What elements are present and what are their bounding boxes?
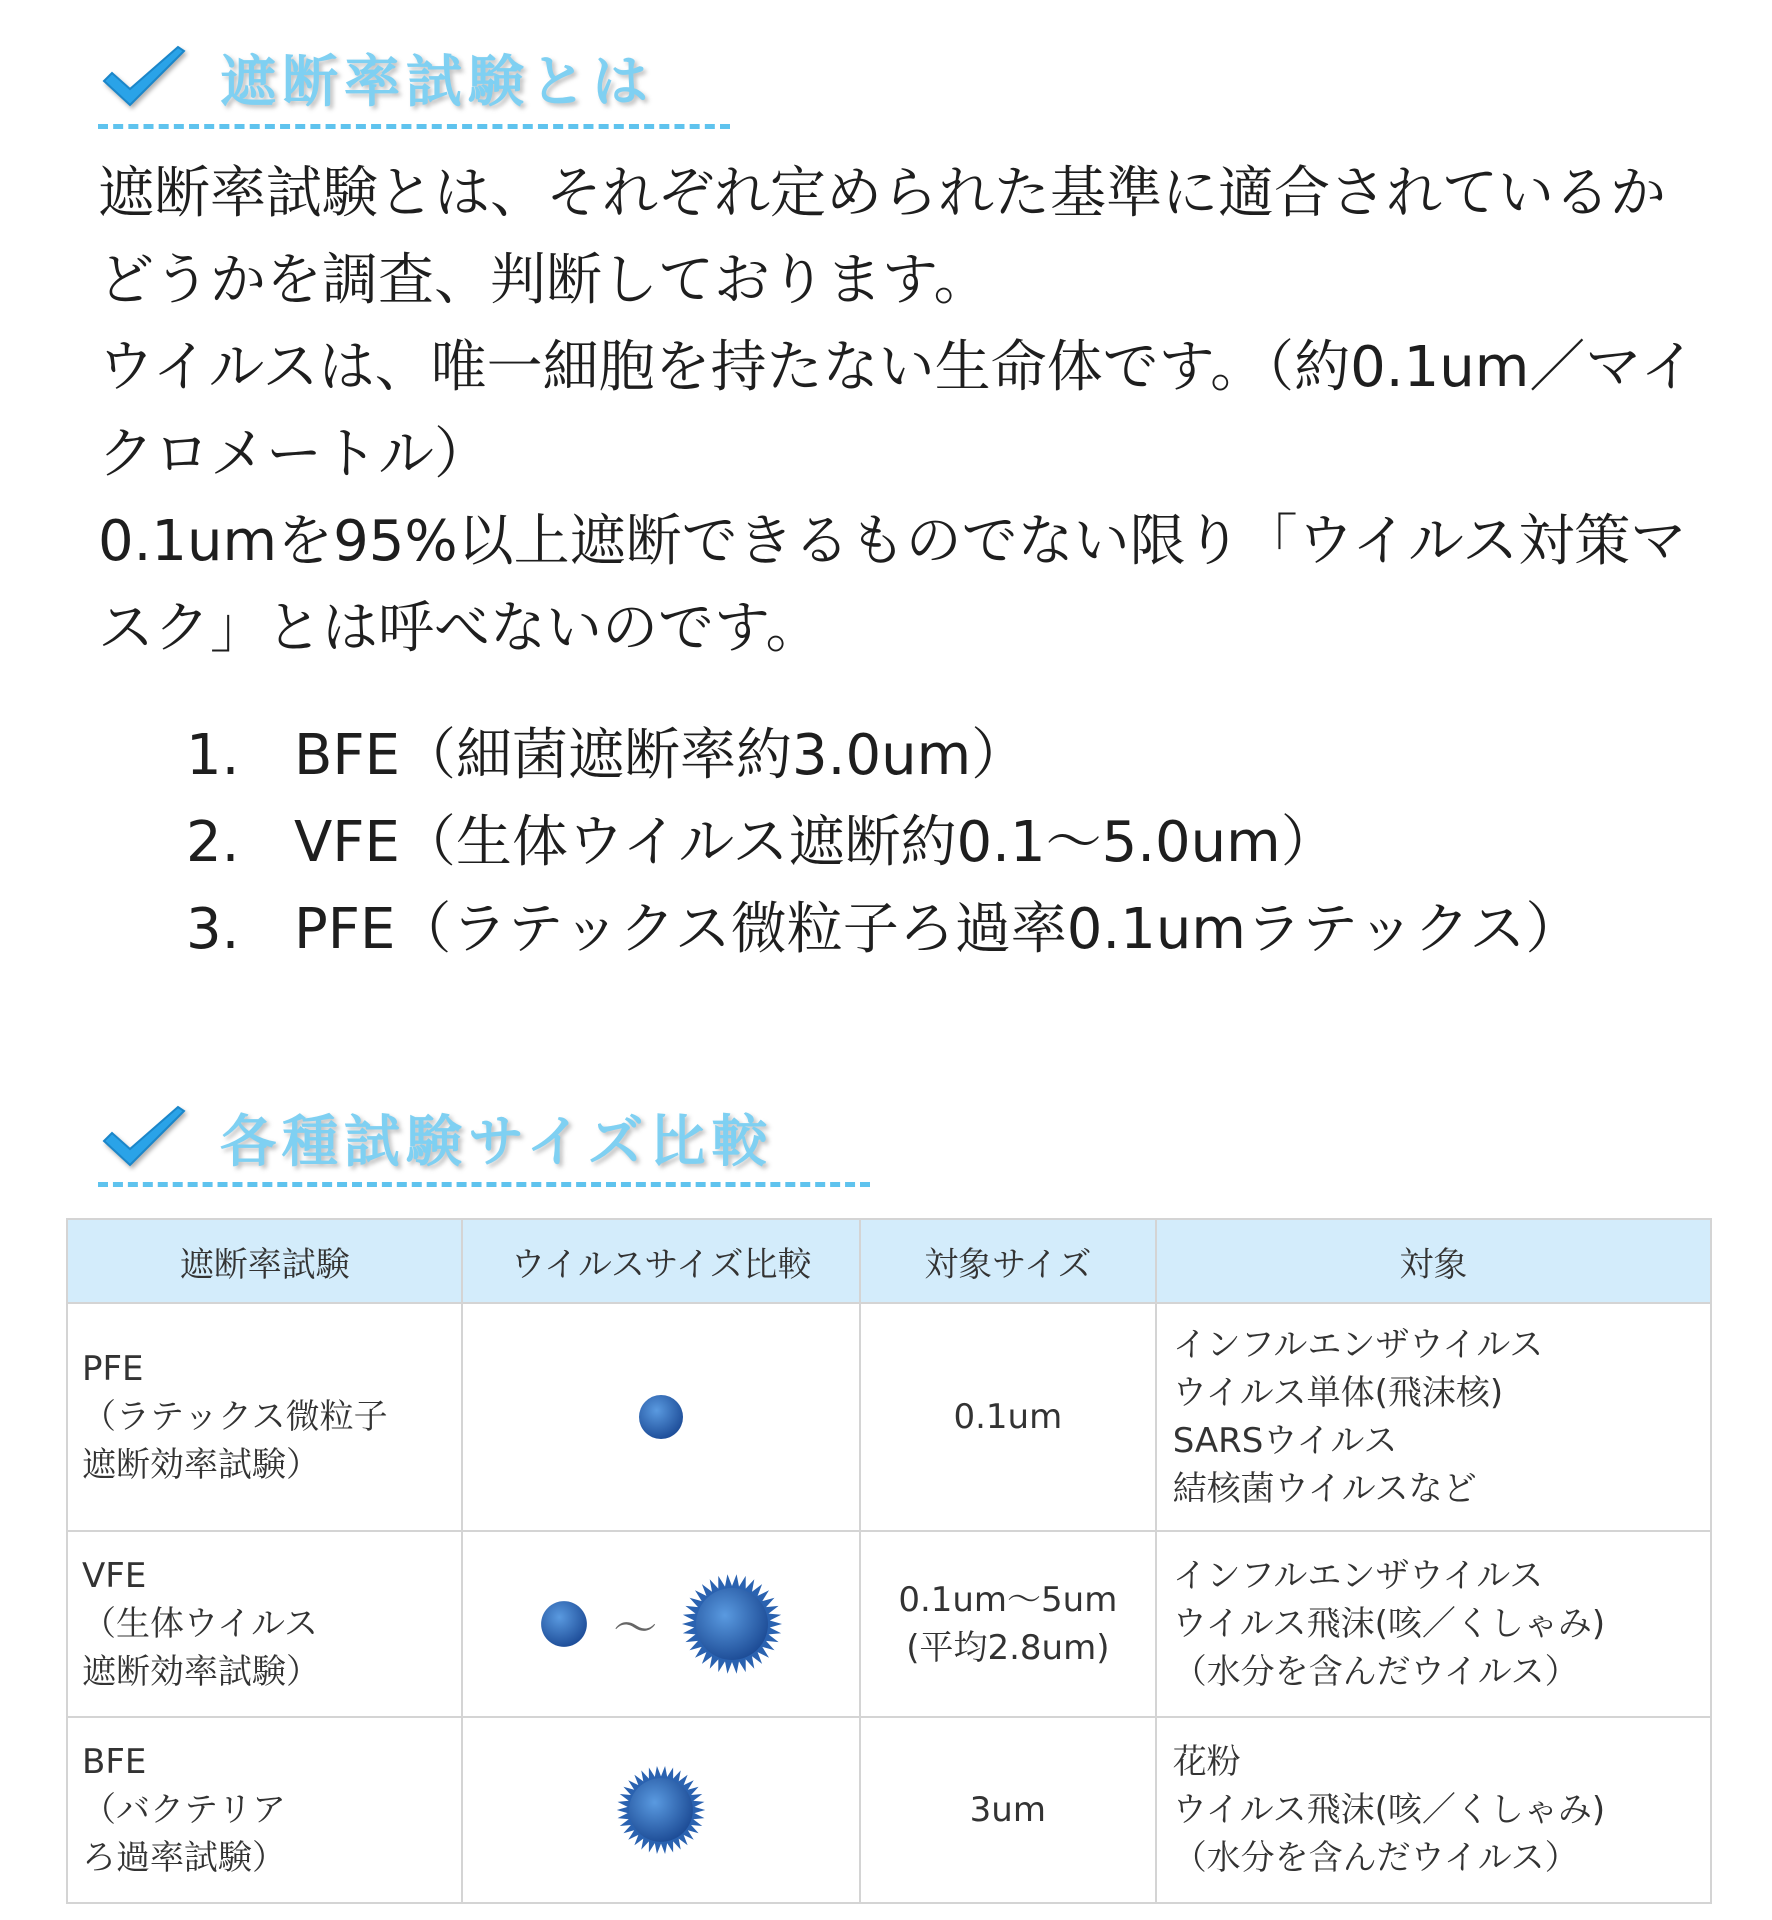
range-tilde: ～ bbox=[613, 1603, 658, 1654]
small-virus-icon bbox=[538, 1598, 590, 1650]
list-number: 1. bbox=[186, 723, 240, 788]
target-item: インフルエンザウイルス bbox=[1172, 1325, 1544, 1365]
test-code: BFE bbox=[82, 1742, 147, 1782]
target-size-cell bbox=[860, 1531, 1156, 1717]
test-desc: （バクテリア bbox=[82, 1790, 286, 1830]
column-header: 遮断率試験 bbox=[67, 1219, 462, 1303]
list-item bbox=[186, 799, 1646, 886]
large-virus-icon bbox=[680, 1572, 784, 1676]
intro-line: 0.1umを95%以上遮断できるものでない限り「ウイルス対策マスク」とは呼べないのです。 bbox=[98, 509, 1687, 661]
target-item: ウイルス単体(飛沫核) bbox=[1172, 1373, 1504, 1413]
virus-size-cell bbox=[462, 1303, 860, 1531]
virus-size-cell bbox=[462, 1717, 860, 1903]
comparison-table bbox=[66, 1218, 1712, 1904]
intro-paragraph bbox=[98, 150, 1698, 672]
test-code: VFE bbox=[82, 1556, 147, 1596]
target-item: ウイルス飛沫(咳／くしゃみ) bbox=[1172, 1790, 1606, 1830]
target-size-cell bbox=[860, 1303, 1156, 1531]
size-value: 0.1um～5um bbox=[898, 1580, 1118, 1620]
heading-text: 遮断率試験とは bbox=[220, 50, 654, 115]
target-item: インフルエンザウイルス bbox=[1172, 1556, 1544, 1596]
table-row bbox=[67, 1717, 1711, 1903]
list-text: VFE（生体ウイルス遮断約0.1～5.0um） bbox=[294, 810, 1337, 875]
test-desc: 遮断効率試験） bbox=[82, 1652, 320, 1692]
target-size-cell bbox=[860, 1717, 1156, 1903]
heading-text: 各種試験サイズ比較 bbox=[220, 1110, 774, 1175]
target-item: ウイルス飛沫(咳／くしゃみ) bbox=[1172, 1604, 1606, 1644]
target-item: 花粉 bbox=[1172, 1742, 1241, 1782]
targets-cell bbox=[1156, 1303, 1711, 1531]
small-virus-icon bbox=[636, 1392, 686, 1442]
section-heading-comparison bbox=[98, 1098, 774, 1178]
test-desc: 遮断効率試験） bbox=[82, 1445, 320, 1485]
targets-cell bbox=[1156, 1531, 1711, 1717]
section-heading-intro bbox=[98, 38, 654, 118]
test-desc: （ラテックス微粒子 bbox=[82, 1397, 388, 1437]
target-item: SARSウイルス bbox=[1172, 1421, 1398, 1461]
targets-cell bbox=[1156, 1717, 1711, 1903]
table-row bbox=[67, 1303, 1711, 1531]
checkmark-icon bbox=[98, 1103, 190, 1173]
test-desc: ろ過率試験） bbox=[82, 1838, 286, 1878]
target-item: （水分を含んだウイルス） bbox=[1172, 1838, 1579, 1878]
column-header: 対象サイズ bbox=[860, 1219, 1156, 1303]
table-row bbox=[67, 1531, 1711, 1717]
test-name-cell bbox=[67, 1531, 462, 1717]
test-code: PFE bbox=[82, 1349, 144, 1389]
column-header: 対象 bbox=[1156, 1219, 1711, 1303]
size-average: (平均2.8um) bbox=[906, 1628, 1110, 1668]
list-text: BFE（細菌遮断率約3.0um） bbox=[294, 723, 1028, 788]
virus-body bbox=[696, 1588, 768, 1660]
intro-line: 遮断率試験とは、それぞれ定められた基準に適合されているかどうかを調査、判断しております。 bbox=[98, 161, 1666, 313]
column-header: ウイルスサイズ比較 bbox=[462, 1219, 860, 1303]
size-value: 0.1um bbox=[953, 1397, 1063, 1437]
target-item: （水分を含んだウイルス） bbox=[1172, 1652, 1579, 1692]
list-text: PFE（ラテックス微粒子ろ過率0.1umラテックス） bbox=[294, 897, 1582, 962]
virus-size-cell bbox=[462, 1531, 860, 1717]
table-header-row bbox=[67, 1219, 1711, 1303]
list-number: 2. bbox=[186, 810, 240, 875]
dashed-divider bbox=[98, 124, 730, 129]
test-list bbox=[186, 712, 1646, 973]
target-item: 結核菌ウイルスなど bbox=[1172, 1469, 1477, 1509]
test-name-cell bbox=[67, 1717, 462, 1903]
virus-body bbox=[629, 1778, 693, 1842]
test-name-cell bbox=[67, 1303, 462, 1531]
list-item bbox=[186, 712, 1646, 799]
bacteria-icon bbox=[615, 1764, 707, 1856]
dashed-divider bbox=[98, 1182, 870, 1187]
size-value: 3um bbox=[969, 1790, 1046, 1830]
intro-line: ウイルスは、唯一細胞を持たない生命体です。（約0.1um／マイクロメートル） bbox=[98, 335, 1697, 487]
test-desc: （生体ウイルス bbox=[82, 1604, 318, 1644]
checkmark-icon bbox=[98, 43, 190, 113]
list-number: 3. bbox=[186, 897, 240, 962]
list-item bbox=[186, 886, 1646, 973]
